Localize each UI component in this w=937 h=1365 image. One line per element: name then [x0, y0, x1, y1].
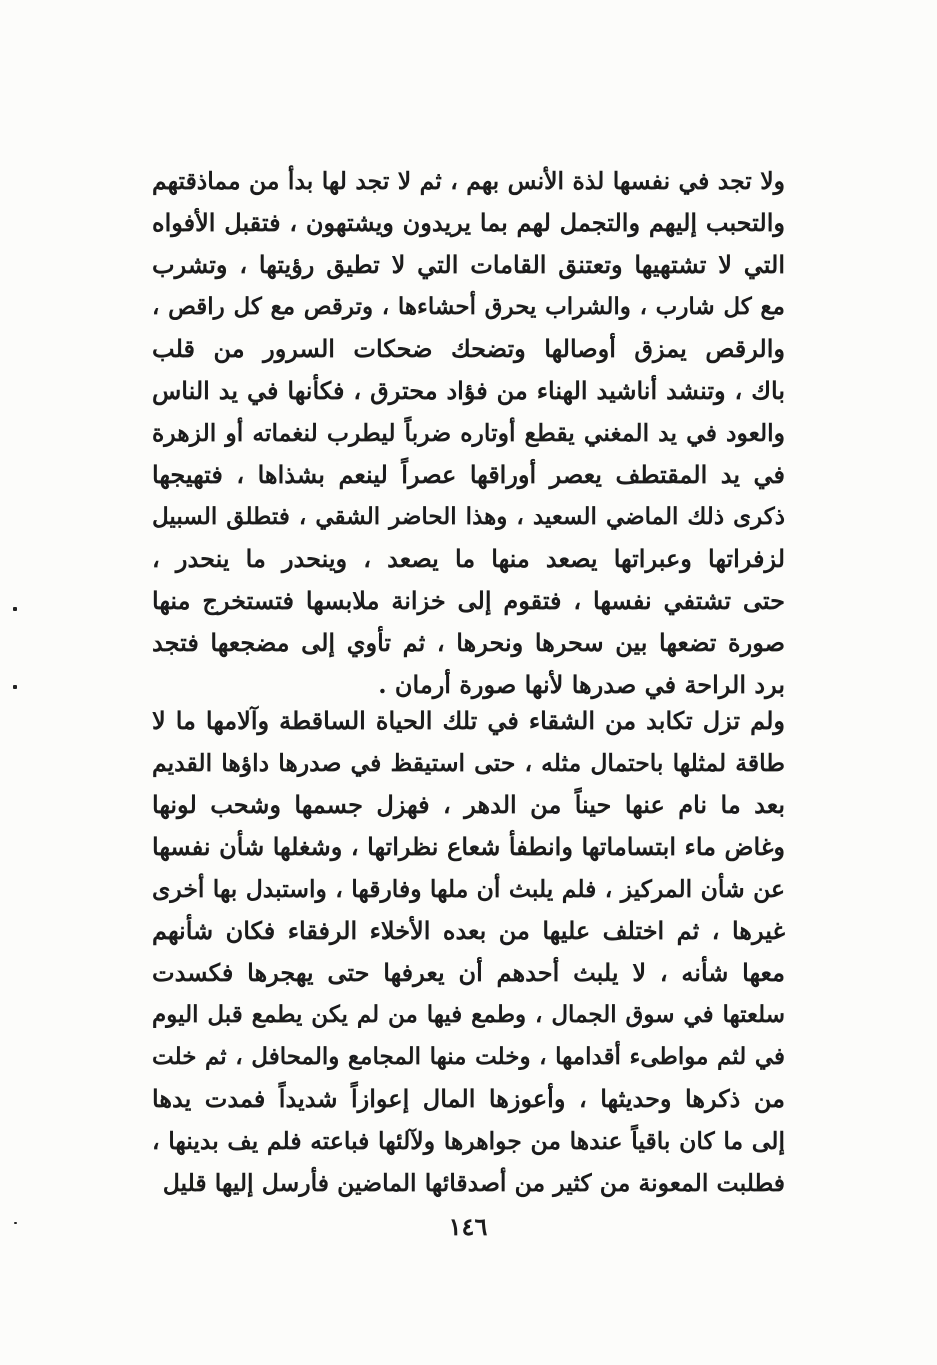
text-line: غيرها ، ثم اختلف عليها من بعده الأخلاء الرفقاء فكان شأنهم [152, 916, 785, 945]
text-line: من ذكرها وحديثها ، وأعوزها المال إعوازاً شديداً فمدت يدها [152, 1084, 785, 1113]
text-line: ولم تزل تكابد من الشقاء في تلك الحياة الساقطة وآلامها ما لا [152, 706, 785, 735]
text-line: فطلبت المعونة من كثير من أصدقائها الماضين فأرسل إليها قليل [162, 1169, 785, 1197]
text-line: باك ، وتنشد أناشيد الهناء من فؤاد محترق ، فكأنها في يد الناس [152, 376, 785, 405]
paragraph-2 [152, 700, 785, 1204]
scan-speck [13, 607, 17, 611]
text-line: وغاض ماء ابتساماتها وانطفأ شعاع نظراتها ، وشغلها شأن نفسها [152, 832, 785, 861]
text-line: طاقة لمثلها باحتمال مثله ، حتى استيقظ في صدرها داؤها القديم [152, 749, 785, 777]
text-line: عن شأن المركيز ، فلم يلبث أن ملها وفارقها ، واستبدل بها أخرى [152, 875, 785, 903]
text-line: حتى تشتفي نفسها ، فتقوم إلى خزانة ملابسها فتستخرج منها [152, 586, 785, 615]
text-line: ولا تجد في نفسها لذة الأنس بهم ، ثم لا تجد لها بدأ من مماذقتهم [152, 167, 785, 195]
text-line: سلعتها في سوق الجمال ، وطمع فيها من لم يكن يطمع قبل اليوم [152, 1001, 785, 1028]
page-number: ١٤٦ [448, 1212, 488, 1241]
text-line: معها شأنه ، لا يلبث أحدهم أن يعرفها حتى يهجرها فكسدت [152, 958, 785, 987]
scan-speck [13, 685, 17, 689]
text-line: والرقص يمزق أوصالها وتضحك ضحكات السرور من قلب [152, 334, 785, 363]
text-line: صورة تضعها بين سحرها ونحرها ، ثم تأوي إلى مضجعها فتجد [152, 628, 785, 657]
text-line: في لثم مواطىء أقدامها ، وخلت منها المجامع والمحافل ، ثم خلت [152, 1043, 785, 1070]
paragraph-1 [152, 160, 785, 706]
text-line: والتحبب إليهم والتجمل لهم بما يريدون ويشتهون ، فتقبل الأفواه [152, 208, 785, 237]
scan-speck [14, 1222, 17, 1224]
text-line: التي لا تشتهيها وتعتنق القامات التي لا تطيق رؤيتها ، وتشرب [152, 250, 785, 279]
text-line: والعود في يد المغني يقطع أوتاره ضرباً ليطرب لنغماته أو الزهرة [152, 419, 785, 447]
text-line: ذكرى ذلك الماضي السعيد ، وهذا الحاضر الشقي ، فتطلق السبيل [152, 503, 785, 530]
text-line: بعد ما نام عنها حيناً من الدهر ، فهزل جسمها وشحب لونها [152, 790, 785, 819]
text-line: في يد المقتطف يعصر أوراقها عصراً لينعم بشذاها ، فتهيجها [152, 460, 785, 489]
text-line: إلى ما كان باقياً عندها من جواهرها ولآلئها فباعته فلم يف بدينها ، [152, 1127, 785, 1155]
text-line: برد الراحة في صدرها لأنها صورة أرمان . [378, 670, 785, 699]
text-line: لزفراتها وعبراتها يصعد منها ما يصعد ، وينحدر ما ينحدر ، [152, 544, 785, 573]
text-line: مع كل شارب ، والشراب يحرق أحشاءها ، وترقص مع كل راقص ، [152, 293, 785, 320]
